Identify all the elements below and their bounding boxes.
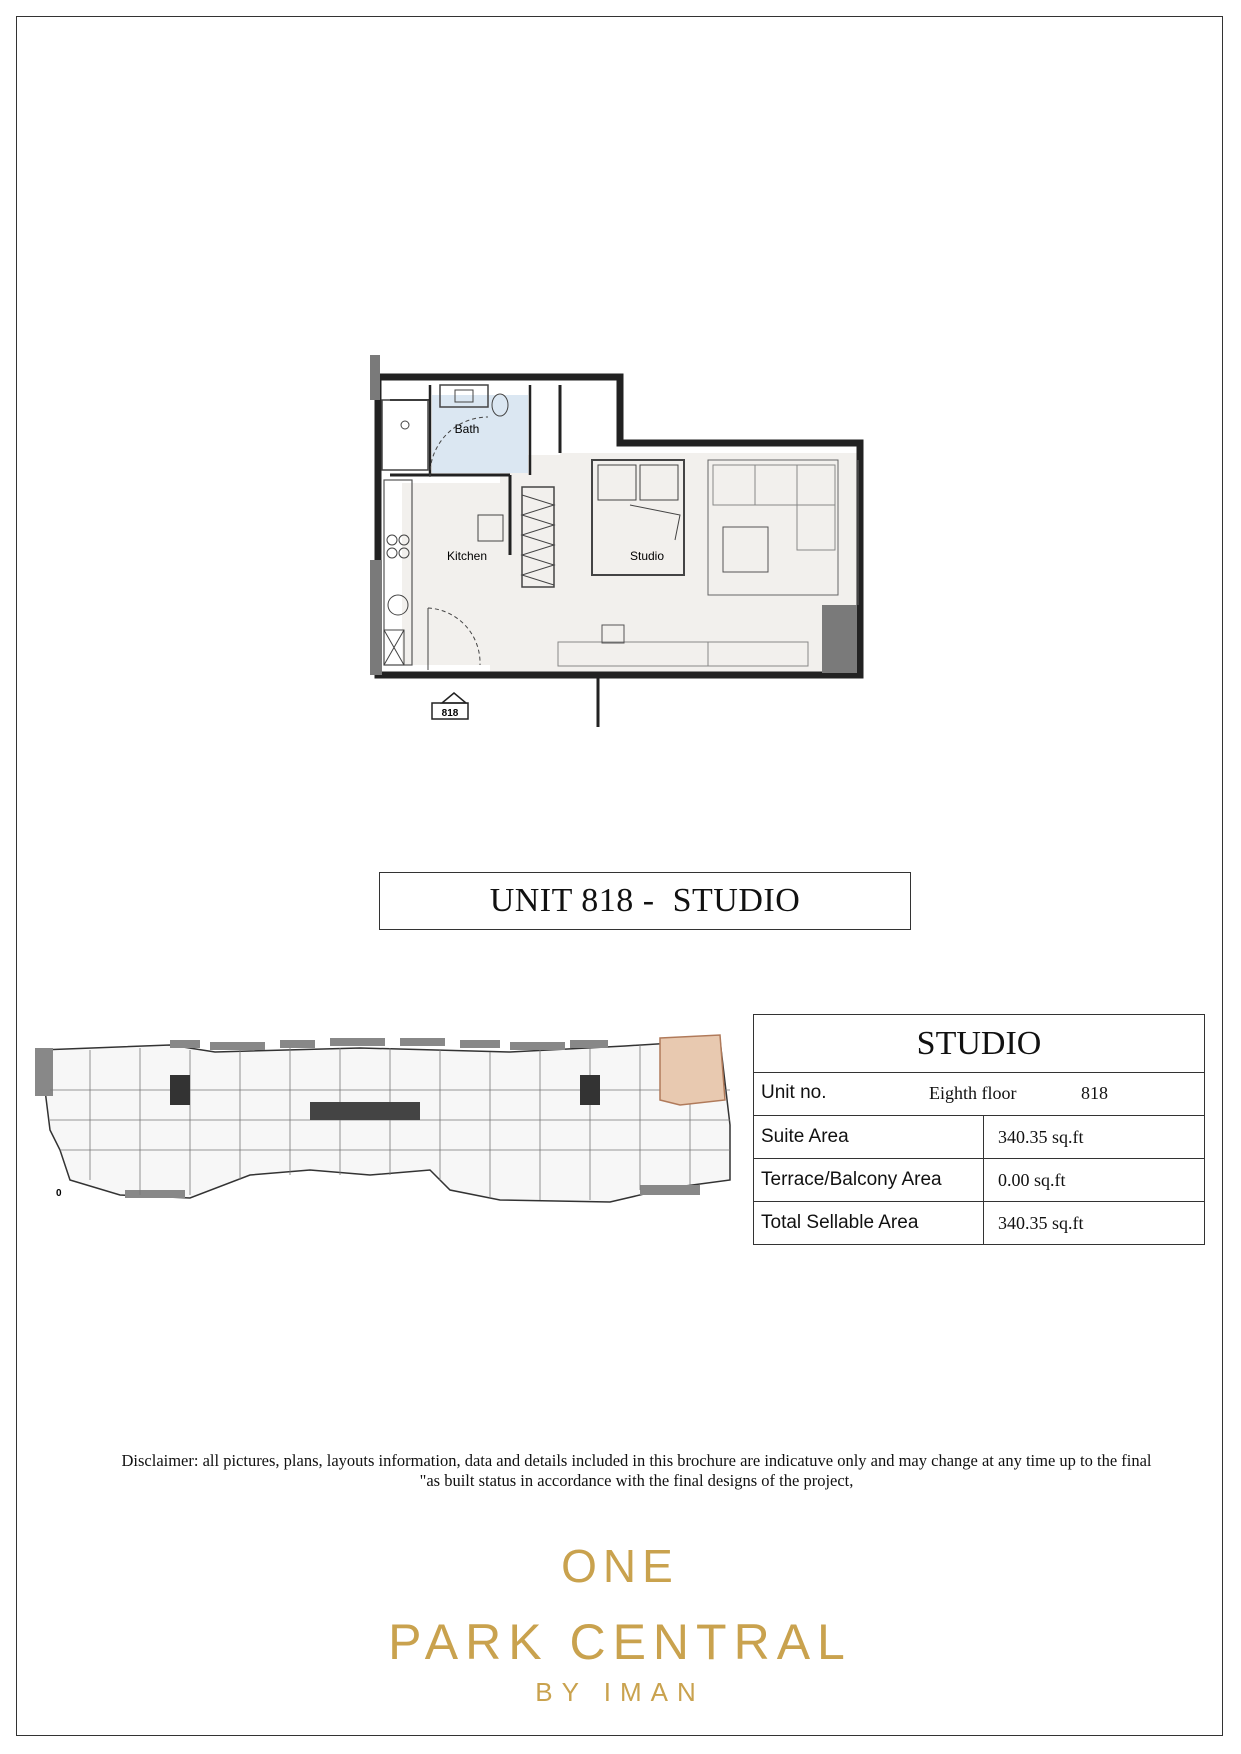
- unit-number-label: Unit no.: [761, 1082, 827, 1103]
- table-row: [754, 1116, 1205, 1159]
- total-area-value: 340.35 sq.ft: [984, 1202, 1205, 1245]
- unit-number-row: [754, 1073, 1205, 1116]
- disclaimer: [40, 1451, 1233, 1491]
- logo-line-by-iman: BY IMAN: [535, 1677, 705, 1707]
- key-plan: [30, 1030, 735, 1215]
- info-heading: STUDIO: [754, 1015, 1205, 1073]
- logo-line-park-central: PARK CENTRAL: [388, 1614, 852, 1670]
- table-row: [754, 1159, 1205, 1202]
- total-area-label: Total Sellable Area: [754, 1202, 984, 1245]
- terrace-area-value: 0.00 sq.ft: [984, 1159, 1205, 1202]
- suite-area-value: 340.35 sq.ft: [984, 1116, 1205, 1159]
- disclaimer-line-2: "as built status in accordance with the final designs of the project,: [419, 1471, 854, 1490]
- room-label-studio: Studio: [629, 549, 665, 563]
- brand-logo: [340, 1525, 900, 1715]
- unit-info-table: [753, 1014, 1205, 1245]
- logo-line-one: ONE: [561, 1540, 679, 1592]
- floor-value: Eighth floor: [929, 1083, 1017, 1103]
- room-label-bath: Bath: [454, 422, 480, 436]
- suite-area-label: Suite Area: [754, 1116, 984, 1159]
- unit-floor-plan: [370, 355, 870, 730]
- unit-number-value: 818: [1081, 1083, 1108, 1103]
- room-label-kitchen: Kitchen: [446, 549, 488, 563]
- unit-tag: 818: [441, 708, 459, 719]
- table-row: [754, 1202, 1205, 1245]
- terrace-area-label: Terrace/Balcony Area: [754, 1159, 984, 1202]
- disclaimer-line-1: Disclaimer: all pictures, plans, layouts information, data and details included in this brochure are indicatuve only and may change at any time up to the final: [121, 1451, 1152, 1470]
- key-plan-marker: 0: [56, 1188, 62, 1199]
- unit-title: UNIT 818 - STUDIO: [379, 872, 911, 930]
